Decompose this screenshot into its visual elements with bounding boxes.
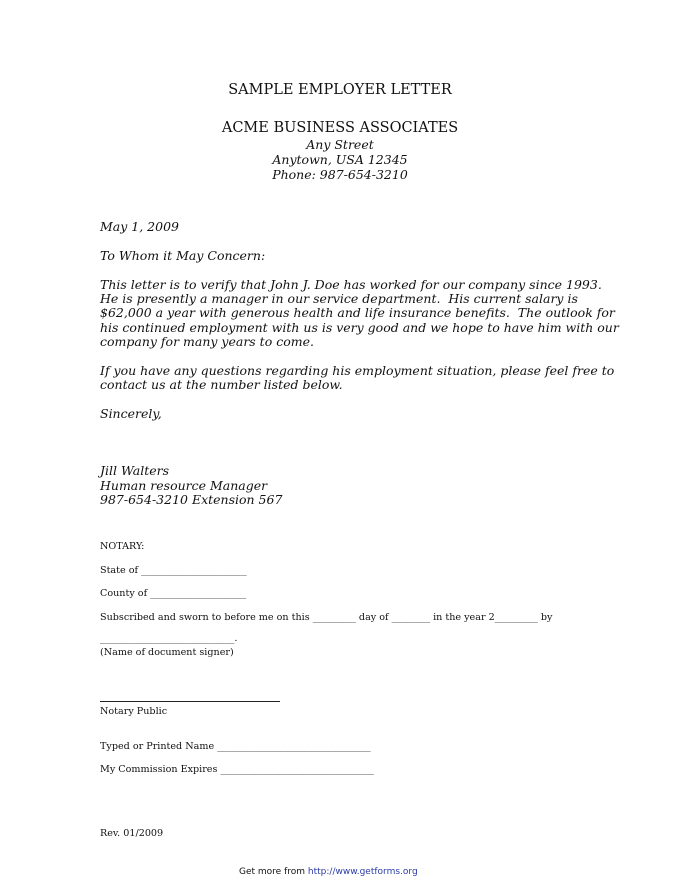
signer-name-field[interactable]: ____________________________. — [100, 633, 238, 644]
company-street: Any Street — [306, 137, 374, 152]
paragraph1-line: $62,000 a year with generous health and life insurance benefits. The outlook for — [100, 305, 615, 320]
typed-name-field[interactable]: Typed or Printed Name ________________________________ — [100, 741, 371, 752]
document-title: SAMPLE EMPLOYER LETTER — [228, 82, 452, 98]
paragraph1-line: This letter is to verify that John J. Doe has worked for our company since 1993. — [100, 277, 602, 292]
greeting: To Whom it May Concern: — [100, 248, 266, 263]
company-phone: Phone: 987-654-3210 — [272, 167, 408, 182]
paragraph1-line: He is presently a manager in our service department. His current salary is — [100, 291, 578, 306]
footer-text: Get more from — [239, 867, 306, 877]
letter-date: May 1, 2009 — [100, 219, 179, 234]
footer — [239, 868, 418, 877]
revision-label: Rev. 01/2009 — [100, 828, 164, 839]
signer-title: Human resource Manager — [100, 478, 268, 493]
signer-phone: 987-654-3210 Extension 567 — [100, 492, 283, 507]
signer-label: (Name of document signer) — [100, 647, 234, 658]
company-city: Anytown, USA 12345 — [272, 152, 408, 167]
footer-link[interactable]: http://www.getforms.org — [307, 867, 418, 877]
commission-expires-field[interactable]: My Commission Expires ________________________________ — [100, 764, 374, 775]
paragraph2-line: contact us at the number listed below. — [100, 377, 343, 392]
notary-heading: NOTARY: — [100, 541, 145, 552]
subscribed-line[interactable]: Subscribed and sworn to before me on this _________ day of ________ in the year 2_________ by — [100, 612, 553, 623]
notary-public-label: Notary Public — [100, 706, 168, 717]
paragraph1-line: his continued employment with us is very good and we hope to have him with our — [100, 320, 619, 335]
company-name: ACME BUSINESS ASSOCIATES — [221, 120, 459, 136]
notary-signature-line[interactable] — [100, 701, 280, 702]
county-field[interactable]: County of ____________________ — [100, 588, 247, 599]
paragraph2-line: If you have any questions regarding his employment situation, please feel free to — [100, 363, 615, 378]
signer-name: Jill Walters — [100, 463, 170, 478]
state-field[interactable]: State of ______________________ — [100, 565, 247, 576]
paragraph1-line: company for many years to come. — [100, 334, 314, 349]
closing: Sincerely, — [100, 406, 162, 421]
